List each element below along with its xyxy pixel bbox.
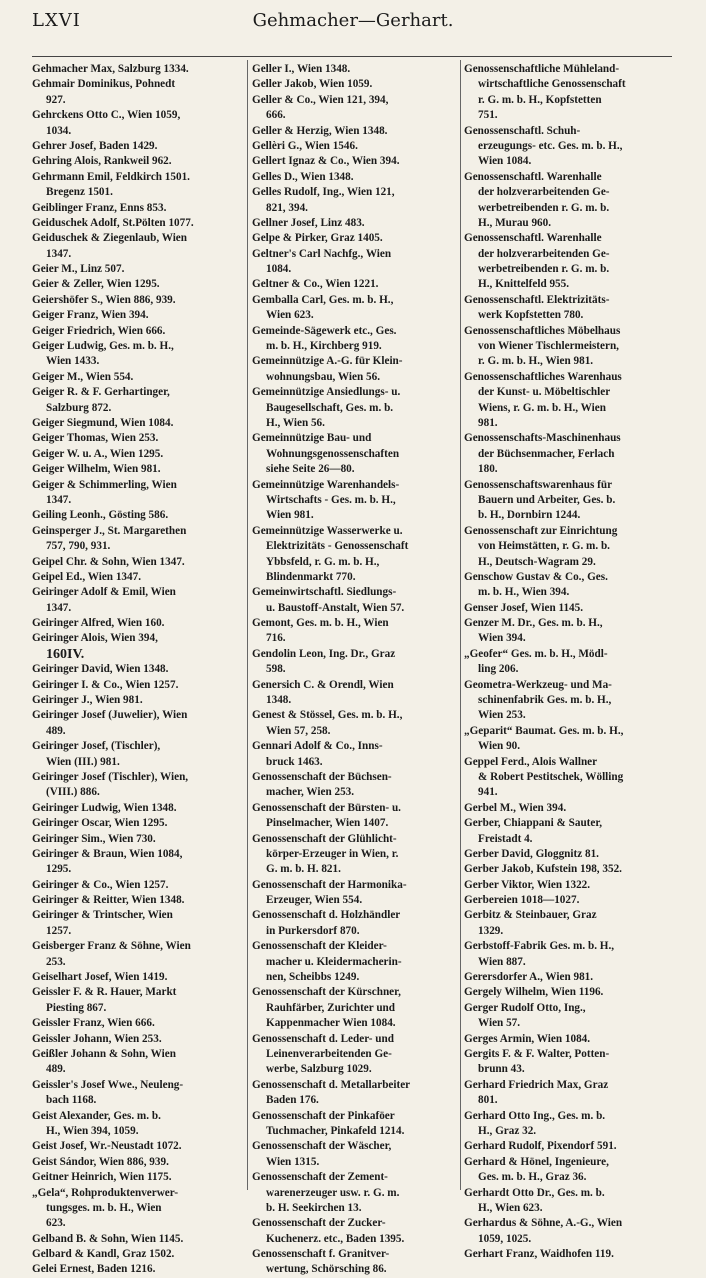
directory-entry: Genzer M. Dr., Ges. m. b. H., [464, 617, 603, 630]
directory-column-2 [252, 62, 458, 1276]
directory-entry: Geiger Thomas, Wien 253. [32, 432, 159, 445]
entry-continuation-line: 180. [478, 463, 498, 476]
entry-continuation-line: brunn 43. [478, 1063, 525, 1076]
directory-entry: Genersich C. & Orendl, Wien [252, 678, 394, 691]
directory-entry: Genossenschaft der Pinkaföer [252, 1109, 395, 1122]
directory-entry: Genossenschaftl. Elektrizitäts- [464, 293, 610, 306]
directory-entry: Geiershöfer S., Wien 886, 939. [32, 293, 176, 306]
directory-entry: Geissler Johann, Wien 253. [32, 1032, 162, 1045]
entry-continuation-line: werbetreibenden r. G. m. b. [478, 263, 610, 276]
entry-continuation-line: Wien 623. [266, 309, 314, 322]
entry-continuation-line: G. m. b. H. 821. [266, 863, 341, 876]
directory-entry: „Geparit“ Baumat. Ges. m. b. H., [464, 724, 624, 737]
directory-entry: Geissler's Josef Wwe., Neuleng- [32, 1078, 184, 1091]
directory-entry: Genossenschaftswarenhaus für [464, 478, 613, 491]
entry-continuation-line: H., Wien 623. [478, 1201, 543, 1214]
directory-entry: Gergely Wilhelm, Wien 1196. [464, 986, 604, 999]
entry-continuation-line: Salzburg 872. [46, 401, 112, 414]
directory-entry: Gelband B. & Sohn, Wien 1145. [32, 1232, 184, 1245]
entry-continuation-line: der holzverarbeitenden Ge- [478, 247, 610, 260]
entry-continuation-line: r. G. m. b. H., Kopfstetten [478, 93, 602, 106]
entry-continuation-line: Ybbsfeld, r. G. m. b. H., [266, 555, 380, 568]
entry-continuation-line: 1084. [266, 263, 292, 276]
directory-entry: Genossenschaft der Büchsen- [252, 770, 392, 783]
directory-entry: Gellert Ignaz & Co., Wien 394. [252, 155, 400, 168]
directory-entry: Geissler F. & R. Hauer, Markt [32, 986, 177, 999]
entry-continuation-line: werbetreibenden r. G. m. b. [478, 201, 610, 214]
directory-entry: „Geofer“ Ges. m. b. H., Mödl- [464, 647, 608, 660]
entry-continuation-line: Rauhfärber, Zurichter und [266, 1001, 395, 1014]
directory-entry: Gemeinnützige Ansiedlungs- u. [252, 386, 401, 399]
directory-column-3 [464, 62, 674, 1261]
entry-continuation-line: siehe Seite 26—80. [266, 463, 355, 476]
directory-entry: Geist Josef, Wr.-Neustadt 1072. [32, 1140, 182, 1153]
entry-continuation-line: 801. [478, 1094, 498, 1107]
entry-continuation-line: m. b. H., Wien 394. [478, 586, 570, 599]
entry-continuation-line: Bregenz 1501. [46, 186, 113, 199]
directory-entry: Gerges Armin, Wien 1084. [464, 1032, 591, 1045]
directory-entry: Gerhardt Otto Dr., Ges. m. b. [464, 1186, 605, 1199]
directory-entry: Geiger M., Wien 554. [32, 370, 134, 383]
directory-entry: Geiselhart Josef, Wien 1419. [32, 971, 168, 984]
directory-entry: Gerber Jakob, Kufstein 198, 352. [464, 863, 622, 876]
directory-entry: Genossenschaft der Bürsten- u. [252, 801, 401, 814]
entry-continuation-line: Ges. m. b. H., Graz 36. [478, 1171, 587, 1184]
directory-entry: Geiger & Schimmerling, Wien [32, 478, 177, 491]
directory-entry: Genossenschaft d. Holzhändler [252, 909, 401, 922]
entry-continuation-line: 598. [266, 663, 286, 676]
directory-entry: Genossenschaft der Wäscher, [252, 1140, 392, 1153]
entry-continuation-line: Wirtschafts - Ges. m. b. H., [266, 493, 396, 506]
entry-continuation-line: Wohnungsgenossenschaften [266, 447, 400, 460]
entry-continuation-line: körper-Erzeuger in Wien, r. [266, 847, 399, 860]
directory-entry: Geltner & Co., Wien 1221. [252, 278, 379, 291]
entry-continuation-line: m. b. H., Kirchberg 919. [266, 340, 382, 353]
directory-entry: Gelbard & Kandl, Graz 1502. [32, 1248, 175, 1261]
entry-continuation-line: u. Baustoff-Anstalt, Wien 57. [266, 601, 405, 614]
directory-entry: Geiringer & Trintscher, Wien [32, 909, 173, 922]
directory-entry: Genest & Stössel, Ges. m. b. H., [252, 709, 403, 722]
directory-entry: Geiger R. & F. Gerhartinger, [32, 386, 170, 399]
entry-continuation-line: macher u. Kleidermacherin- [266, 955, 402, 968]
directory-entry: Genschow Gustav & Co., Ges. [464, 570, 608, 583]
directory-entry: Gehrmann Emil, Feldkirch 1501. [32, 170, 190, 183]
directory-entry: Geinsperger J., St. Margarethen [32, 524, 187, 537]
entry-continuation-line: 1348. [266, 694, 292, 707]
entry-continuation-line: r. G. m. b. H., Wien 981. [478, 355, 594, 368]
entry-continuation-line: 927. [46, 93, 66, 106]
directory-entry: Geiringer Josef, (Tischler), [32, 740, 161, 753]
entry-continuation-line: Leinenverarbeitenden Ge- [266, 1048, 392, 1060]
directory-entry: Geier & Zeller, Wien 1295. [32, 278, 160, 291]
directory-entry: Geiringer & Co., Wien 1257. [32, 878, 169, 891]
directory-entry: Gerhard Otto Ing., Ges. m. b. [464, 1109, 606, 1122]
page-header [28, 4, 678, 38]
directory-entry: Genser Josef, Wien 1145. [464, 601, 584, 614]
directory-entry: Geiringer Josef (Juwelier), Wien [32, 709, 188, 722]
directory-entry: Gellner Josef, Linz 483. [252, 216, 365, 229]
directory-entry: Genossenschafts-Maschinenhaus [464, 432, 621, 445]
entry-continuation-line: werbe, Salzburg 1029. [266, 1063, 372, 1076]
directory-entry: Geiger W. u. A., Wien 1295. [32, 447, 164, 460]
directory-entry: Geist Sándor, Wien 886, 939. [32, 1155, 169, 1168]
directory-entry: Gemeinwirtschaftl. Siedlungs- [252, 586, 397, 599]
directory-entry: Geissler Franz, Wien 666. [32, 1017, 155, 1030]
entry-continuation-line: Wien 57. [478, 1017, 521, 1030]
directory-entry: Gerber Viktor, Wien 1322. [464, 878, 591, 891]
entry-continuation-line: wirtschaftliche Genossenschaft [478, 78, 626, 91]
entry-continuation-line: schinenfabrik Ges. m. b. H., [478, 694, 612, 707]
directory-entry: Gerhard Friedrich Max, Graz [464, 1078, 609, 1091]
directory-entry: Genossenschaftl. Schuh- [464, 124, 581, 137]
entry-continuation-line: Tuchmacher, Pinkafeld 1214. [266, 1124, 405, 1137]
directory-entry: Genossenschaft zur Einrichtung [464, 524, 618, 537]
directory-entry: Gemeinnützige A.-G. für Klein- [252, 355, 403, 368]
directory-entry: Gerber, Chiappani & Sauter, [464, 817, 603, 830]
entry-continuation-line: Blindenmarkt 770. [266, 570, 356, 583]
column-divider [247, 60, 248, 1190]
directory-entry: Geiringer Alfred, Wien 160. [32, 617, 165, 630]
directory-entry: Genossenschaftl. Warenhalle [464, 232, 602, 245]
entry-continuation-line: Wien (III.) 981. [46, 755, 120, 768]
directory-entry: Geiringer J., Wien 981. [32, 694, 143, 707]
entry-continuation-line: 941. [478, 786, 498, 799]
directory-entry: Geier M., Linz 507. [32, 263, 125, 276]
directory-entry: Geiringer Josef (Tischler), Wien, [32, 770, 189, 783]
entry-continuation-line: warenerzeuger usw. r. G. m. [266, 1186, 400, 1199]
directory-entry: Gerhardus & Söhne, A.-G., Wien [464, 1217, 623, 1230]
entry-continuation-line: Wien 981. [266, 509, 314, 522]
directory-entry: Gerber David, Gloggnitz 81. [464, 847, 599, 860]
entry-continuation-line: erzeugungs- etc. Ges. m. b. H., [478, 139, 623, 152]
directory-entry: Geiringer Oscar, Wien 1295. [32, 817, 168, 830]
directory-entry: Geiringer I. & Co., Wien 1257. [32, 678, 179, 691]
directory-entry: Geipel Ed., Wien 1347. [32, 570, 141, 583]
entry-continuation-line: 751. [478, 109, 498, 122]
directory-entry: Genossenschaft der Kleider- [252, 940, 387, 953]
directory-entry: Geiringer Adolf & Emil, Wien [32, 586, 176, 599]
directory-entry: Geiringer & Braun, Wien 1084, [32, 847, 183, 860]
entry-continuation-line: & Robert Pestitschek, Wölling [478, 770, 624, 783]
entry-continuation-line: 623. [46, 1217, 66, 1230]
directory-entry: Genossenschaftliches Warenhaus [464, 370, 622, 383]
entry-continuation-line: 1257. [46, 924, 72, 937]
directory-entry: Gehmacher Max, Salzburg 1334. [32, 63, 189, 75]
entry-continuation-line: der Kunst- u. Möbeltischler [478, 386, 611, 399]
entry-continuation-line: Bauern und Arbeiter, Ges. b. [478, 493, 616, 506]
entry-continuation-line: Wien 253. [478, 709, 526, 722]
entry-continuation-line: 1295. [46, 863, 72, 876]
directory-entry: Genossenschaftl. Warenhalle [464, 170, 602, 183]
entry-continuation-line: bruck 1463. [266, 755, 323, 768]
entry-continuation-line: 253. [46, 955, 66, 968]
directory-entry: Gemeinnützige Warenhandels- [252, 478, 400, 491]
entry-continuation-line: 1329. [478, 924, 504, 937]
directory-entry: Genossenschaft d. Leder- und [252, 1032, 394, 1045]
directory-entry: Gerhard & Hönel, Ingenieure, [464, 1155, 609, 1168]
entry-continuation-line: Freistadt 4. [478, 832, 533, 845]
directory-entry: Genossenschaft f. Granitver- [252, 1248, 390, 1261]
directory-entry: Geiringer Alois, Wien 394, [32, 632, 158, 645]
entry-continuation-line: bach 1168. [46, 1094, 97, 1107]
entry-continuation-line: Wien 90. [478, 740, 521, 753]
directory-entry: Gellèri G., Wien 1546. [252, 139, 358, 152]
entry-continuation-line: Kuchenerz. etc., Baden 1395. [266, 1232, 405, 1245]
directory-entry: Geisberger Franz & Söhne, Wien [32, 940, 191, 953]
entry-continuation-line: 981. [478, 416, 498, 429]
directory-entry: Geiduschek Adolf, St.Pölten 1077. [32, 216, 194, 229]
entry-continuation-line: Baden 176. [266, 1094, 319, 1107]
entry-continuation-line: nen, Scheibbs 1249. [266, 971, 360, 984]
entry-continuation-line: 821, 394. [266, 201, 308, 214]
directory-entry: Geiling Leonh., Gösting 586. [32, 509, 169, 522]
entry-continuation-line: H., Graz 32. [478, 1124, 537, 1137]
directory-entry: Gerbstoff-Fabrik Ges. m. b. H., [464, 940, 615, 953]
directory-entry: Geiblinger Franz, Enns 853. [32, 201, 167, 214]
directory-entry: Gerersdorfer A., Wien 981. [464, 971, 594, 984]
entry-continuation-line: 1347. [46, 601, 72, 614]
entry-continuation-line: Elektrizitäts - Genossenschaft [266, 540, 409, 553]
entry-continuation-line: werk Kopfstetten 780. [478, 309, 584, 322]
entry-continuation-line: Wien 887. [478, 955, 526, 968]
entry-continuation-line: ling 206. [478, 663, 519, 676]
column-divider [460, 60, 461, 1190]
entry-continuation-line: Wien 394. [478, 632, 526, 645]
page-number: LXVI [32, 10, 81, 31]
directory-entry: Geist Alexander, Ges. m. b. [32, 1109, 161, 1122]
directory-entry: Gelles D., Wien 1348. [252, 170, 354, 183]
header-rule [32, 56, 672, 57]
directory-entry: Gergits F. & F. Walter, Potten- [464, 1048, 610, 1060]
entry-continuation-line: H., Murau 960. [478, 216, 552, 229]
directory-entry: Gemeinnützige Wasserwerke u. [252, 524, 403, 537]
entry-continuation-line: H., Knittelfeld 955. [478, 278, 570, 291]
directory-entry: Gelei Ernest, Baden 1216. [32, 1263, 156, 1276]
entry-continuation-line: 160IV. [46, 646, 85, 662]
directory-entry: Gemballa Carl, Ges. m. b. H., [252, 293, 394, 306]
entry-continuation-line: 757, 790, 931. [46, 540, 111, 553]
directory-entry: Geller & Herzig, Wien 1348. [252, 124, 388, 137]
directory-entry: Genossenschaft der Zement- [252, 1171, 388, 1184]
entry-continuation-line: wohnungsbau, Wien 56. [266, 370, 380, 383]
page-title: Gehmacher—Gerhart. [252, 10, 454, 31]
entry-continuation-line: von Heimstätten, r. G. m. b. [478, 540, 610, 553]
entry-continuation-line: Baugesellschaft, Ges. m. b. [266, 401, 394, 414]
entry-continuation-line: H., Deutsch-Wagram 29. [478, 555, 596, 568]
entry-continuation-line: macher, Wien 253. [266, 786, 355, 799]
entry-continuation-line: b. H. Seekirchen 13. [266, 1201, 362, 1214]
directory-entry: Geppel Ferd., Alois Wallner [464, 755, 598, 768]
entry-continuation-line: Wien 57, 258. [266, 724, 331, 737]
directory-entry: Gelpe & Pirker, Graz 1405. [252, 232, 383, 245]
directory-entry: Gerhard Rudolf, Pixendorf 591. [464, 1140, 617, 1153]
directory-entry: Geller Jakob, Wien 1059. [252, 78, 373, 91]
entry-continuation-line: 1034. [46, 124, 72, 137]
directory-entry: Gerger Rudolf Otto, Ing., [464, 1001, 586, 1014]
directory-entry: Genossenschaft der Glühlicht- [252, 832, 397, 845]
directory-entry: Genossenschaft d. Metallarbeiter [252, 1078, 411, 1091]
directory-entry: Geitner Heinrich, Wien 1175. [32, 1171, 172, 1184]
directory-entry: Gehrckens Otto C., Wien 1059, [32, 109, 181, 122]
directory-entry: Geltner's Carl Nachfg., Wien [252, 247, 392, 260]
directory-entry: Gelles Rudolf, Ing., Wien 121, [252, 186, 395, 199]
directory-entry: Gerbereien 1018—1027. [464, 894, 580, 907]
entry-continuation-line: H., Wien 56. [266, 416, 325, 429]
directory-column-1 [32, 62, 242, 1276]
directory-entry: Gehring Alois, Rankweil 962. [32, 155, 172, 168]
directory-entry: Geiringer David, Wien 1348. [32, 663, 169, 676]
directory-entry: Geller I., Wien 1348. [252, 63, 351, 75]
directory-entry: Genossenschaft der Harmonika- [252, 878, 407, 891]
entry-continuation-line: der Büchsenmacher, Ferlach [478, 447, 615, 460]
directory-entry: Geometra-Werkzeug- und Ma- [464, 678, 612, 691]
entry-continuation-line: Kappenmacher Wien 1084. [266, 1017, 396, 1030]
directory-entry: Geiger Wilhelm, Wien 981. [32, 463, 161, 476]
entry-continuation-line: Erzeuger, Wien 554. [266, 894, 363, 907]
directory-entry: Geiger Franz, Wien 394. [32, 309, 149, 322]
directory-entry: Geller & Co., Wien 121, 394, [252, 93, 389, 106]
entry-continuation-line: in Purkersdorf 870. [266, 924, 360, 937]
directory-entry: Gehrer Josef, Baden 1429. [32, 139, 158, 152]
directory-entry: Genossenschaft der Zucker- [252, 1217, 386, 1230]
entry-continuation-line: 716. [266, 632, 286, 645]
directory-entry: Gemeinnützige Bau- und [252, 432, 372, 445]
entry-continuation-line: Pinselmacher, Wien 1407. [266, 817, 389, 830]
entry-continuation-line: H., Wien 394, 1059. [46, 1124, 139, 1137]
directory-entry: Genossenschaft der Kürschner, [252, 986, 401, 999]
directory-entry: Gehmair Dominikus, Pohnedt [32, 78, 176, 91]
directory-entry: Gerbitz & Steinbauer, Graz [464, 909, 597, 922]
directory-entry: Gemont, Ges. m. b. H., Wien [252, 617, 389, 630]
directory-entry: Gendolin Leon, Ing. Dr., Graz [252, 647, 396, 660]
directory-entry: Geiringer Sim., Wien 730. [32, 832, 156, 845]
entry-continuation-line: Wiens, r. G. m. b. H., Wien [478, 401, 606, 414]
directory-entry: Geiringer Ludwig, Wien 1348. [32, 801, 177, 814]
entry-continuation-line: (VIII.) 886. [46, 786, 100, 799]
entry-continuation-line: tungsges. m. b. H., Wien [46, 1201, 162, 1214]
directory-entry: Geißler Johann & Sohn, Wien [32, 1048, 176, 1060]
directory-entry: Gemeinde-Sägewerk etc., Ges. [252, 324, 397, 337]
entry-continuation-line: der holzverarbeitenden Ge- [478, 186, 610, 199]
directory-entry: „Gela“, Rohproduktenverwer- [32, 1186, 179, 1199]
entry-continuation-line: 666. [266, 109, 286, 122]
entry-continuation-line: 1347. [46, 493, 72, 506]
entry-continuation-line: wertung, Schörsching 86. [266, 1263, 387, 1276]
entry-continuation-line: 489. [46, 1063, 66, 1076]
directory-entry: Gerhart Franz, Waidhofen 119. [464, 1248, 614, 1261]
entry-continuation-line: 489. [46, 724, 66, 737]
entry-continuation-line: 1347. [46, 247, 72, 260]
directory-entry: Gerbel M., Wien 394. [464, 801, 567, 814]
entry-continuation-line: Wien 1084. [478, 155, 532, 168]
directory-entry: Geiger Friedrich, Wien 666. [32, 324, 166, 337]
directory-entry: Geiduschek & Ziegenlaub, Wien [32, 232, 187, 245]
directory-entry: Geiringer & Reitter, Wien 1348. [32, 894, 185, 907]
entry-continuation-line: 1059, 1025. [478, 1232, 532, 1245]
directory-entry: Genossenschaftliche Mühleland- [464, 63, 620, 75]
entry-continuation-line: Piesting 867. [46, 1001, 107, 1014]
entry-continuation-line: Wien 1433. [46, 355, 100, 368]
directory-entry: Geiger Ludwig, Ges. m. b. H., [32, 340, 174, 353]
entry-continuation-line: b. H., Dornbirn 1244. [478, 509, 581, 522]
directory-entry: Gennari Adolf & Co., Inns- [252, 740, 383, 753]
entry-continuation-line: Wien 1315. [266, 1155, 320, 1168]
entry-continuation-line: von Wiener Tischlermeistern, [478, 340, 619, 353]
directory-entry: Geiger Siegmund, Wien 1084. [32, 416, 174, 429]
directory-entry: Genossenschaftliches Möbelhaus [464, 324, 621, 337]
directory-entry: Geipel Chr. & Sohn, Wien 1347. [32, 555, 185, 568]
